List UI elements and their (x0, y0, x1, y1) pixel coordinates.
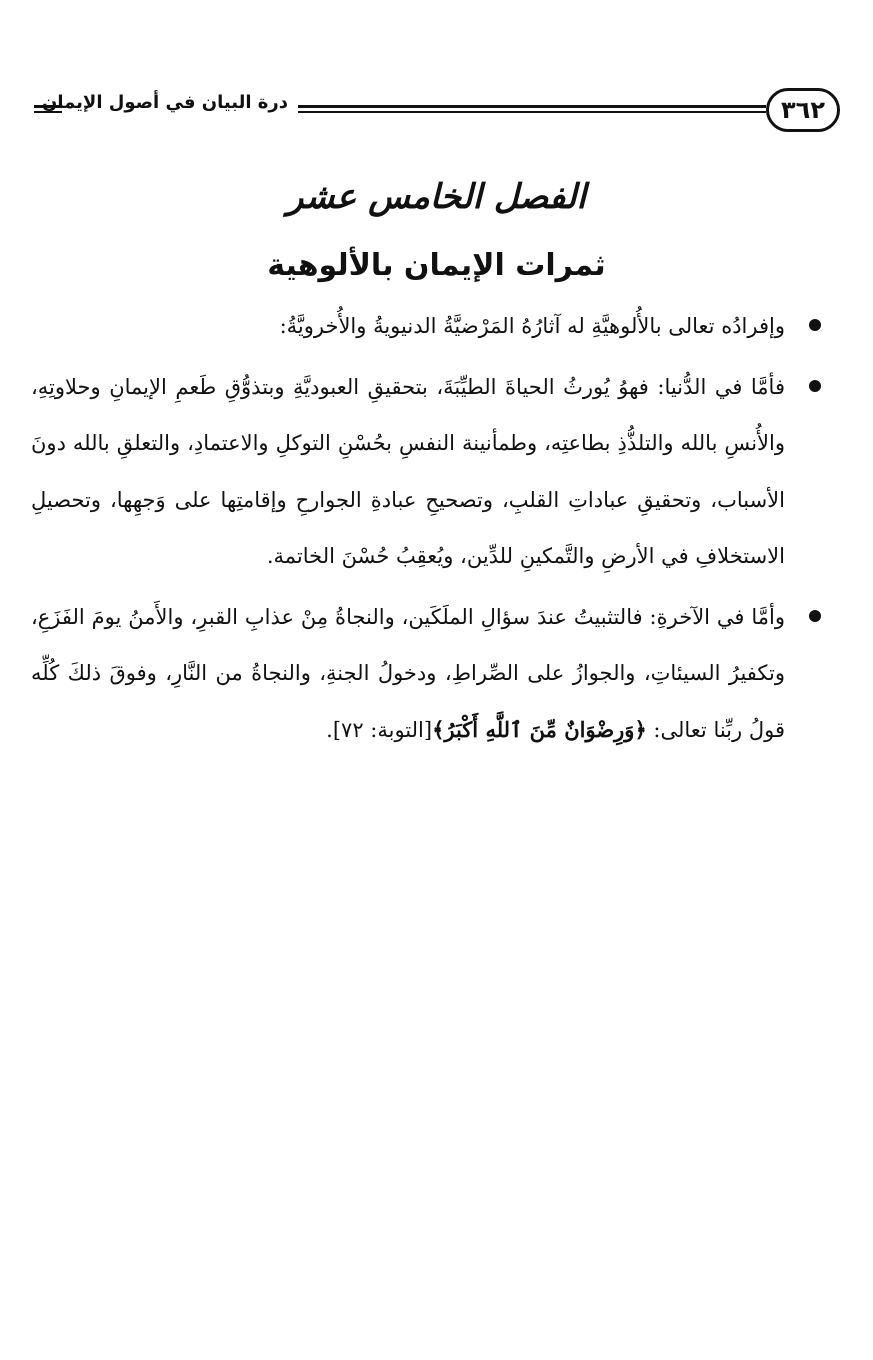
quran-citation: [التوبة: ٧٢]. (326, 717, 433, 742)
body-text (31, 298, 821, 762)
paragraph-akhira (31, 589, 821, 759)
header-rule (298, 105, 766, 113)
bullet-icon (809, 380, 821, 392)
paragraph-text: وأمَّا في الآخرةِ: فالتثبيتُ عندَ سؤالِ الملَكَين، والنجاةُ مِنْ عذابِ القبرِ، والأَمنُ يومَ الفَزَعِ، وتكفيرُ السيئاتِ، والجوازُ على الصِّراطِ، ودخولُ الجنةِ، والنجاةُ من النَّارِ، وفوقَ ذلكَ كُلِّه قولُ ربِّنا تعالى: (31, 604, 785, 742)
bullet-icon (809, 610, 821, 622)
paragraph-intro (31, 298, 821, 355)
running-title: درة البيان في أصول الإيمان (41, 92, 288, 113)
section-title: ثمرات الإيمان بالألوهية (267, 247, 606, 283)
running-header (30, 88, 840, 134)
chapter-title: الفصل الخامس عشر (287, 176, 586, 217)
paragraph-dunya (31, 359, 821, 585)
bullet-icon (809, 319, 821, 331)
paragraph-text: فأمَّا في الدُّنيا: فهوُ يُورثُ الحياةَ الطيِّبَةَ، بتحقيقِ العبوديَّةِ وبتذوُّقِ طَعمِ الإيمانِ وحلاوتِهِ، والأُنسِ بالله والتلذُّذِ بطاعتِه، وطمأنينة النفسِ بحُسْنِ التوكلِ والاعتمادِ، والتعلقِ بالله دونَ الأسباب، وتحقيقِ عباداتِ القلبِ، وتصحيحِ عبادةِ الجوارحِ وإقامتِها على وَجهِها، وتحصيلِ الاستخلافِ في الأرضِ والتَّمكينِ للدِّين، ويُعقِبُ حُسْنَ الخاتمة. (31, 374, 785, 568)
header-rule-end (34, 105, 62, 113)
paragraph-text: وإفرادُه تعالى بالأُلوهيَّةِ له آثارُهُ المَرْضيَّةُ الدنيويةُ والأُخرويَّةُ: (279, 314, 785, 338)
page-number: ٣٦٢ (766, 88, 840, 132)
quran-quote: ﴿وَرِضْوَانٌ مِّنَ ٱللَّهِ أَكْبَرُ﴾ (432, 716, 647, 742)
